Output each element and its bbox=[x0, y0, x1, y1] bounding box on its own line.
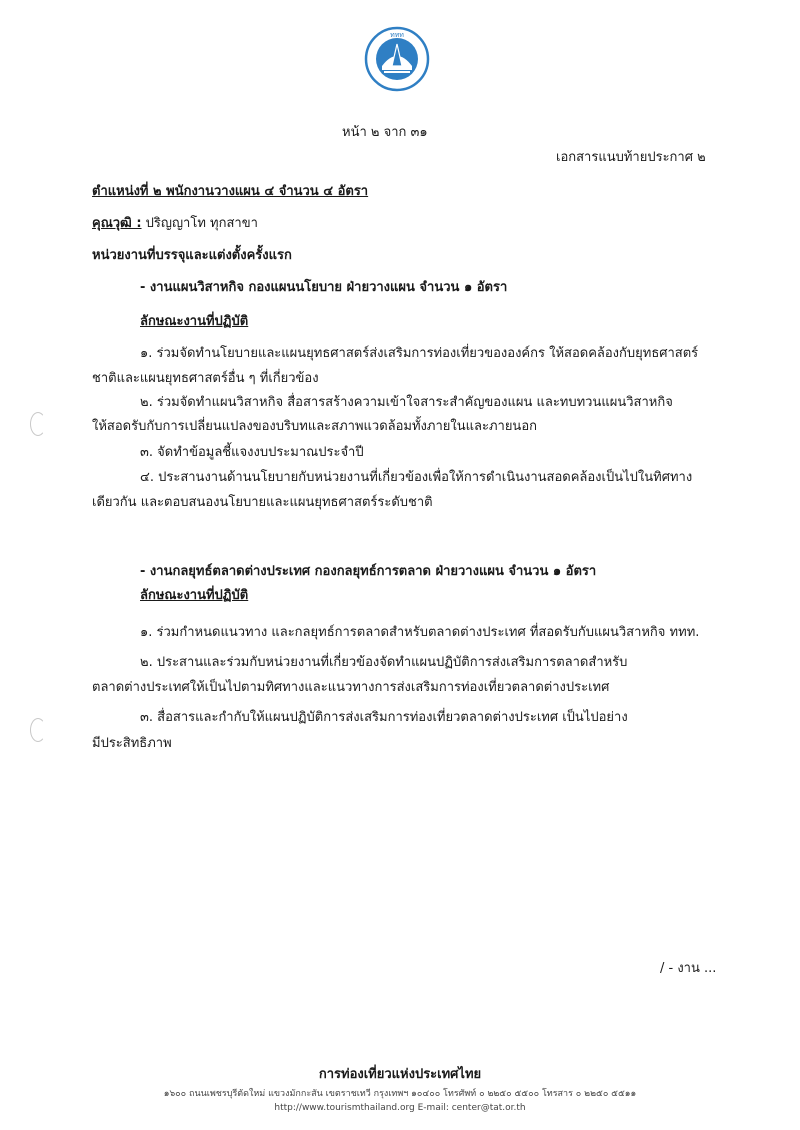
unit-heading: หน่วยงานที่บรรจุและแต่งตั้งครั้งแรก bbox=[92, 248, 292, 263]
section-1-line-2: ชาติและแผนยุทธศาสตร์อื่น ๆ ที่เกี่ยวข้อง bbox=[92, 371, 319, 386]
punch-hole-mark bbox=[30, 718, 46, 742]
footer-org-name: การท่องเที่ยวแห่งประเทศไทย bbox=[318, 1067, 482, 1082]
position-title-text: ตำแหน่งที่ ๒ พนักงานวางแผน ๔ จำนวน ๔ อัตรา bbox=[92, 184, 369, 199]
section-2-line-2: ๒. ประสานและร่วมกับหน่วยงานที่เกี่ยวข้องจัดทำแผนปฏิบัติการส่งเสริมการตลาดสำหรับ bbox=[140, 655, 628, 670]
page-number: หน้า ๒ จาก ๓๑ bbox=[342, 125, 428, 140]
section-1-duties-heading: ลักษณะงานที่ปฏิบัติ bbox=[140, 314, 249, 329]
section-1-line-7: เดียวกัน และตอบสนองนโยบายและแผนยุทธศาสตร์ระดับชาติ bbox=[92, 495, 433, 510]
section-1-line-3: ๒. ร่วมจัดทำแผนวิสาหกิจ สื่อสารสร้างความเข้าใจสาระสำคัญของแผน และทบทวนแผนวิสาหกิจ bbox=[140, 395, 673, 410]
svg-text:ททท: ททท bbox=[390, 31, 404, 39]
position-title bbox=[92, 183, 368, 201]
section-2-line-4: ๓. สื่อสารและกำกับให้แผนปฏิบัติการส่งเสริมการท่องเที่ยวตลาดต่างประเทศ เป็นไปอย่าง bbox=[140, 710, 628, 725]
attachment-label: เอกสารแนบท้ายประกาศ ๒ bbox=[556, 150, 706, 165]
section-2-unit: - งานกลยุทธ์ตลาดต่างประเทศ กองกลยุทธ์การตลาด ฝ่ายวางแผน จำนวน ๑ อัตรา bbox=[140, 564, 597, 579]
footer-web: http://www.tourismthailand.org E-mail: center@tat.or.th bbox=[274, 1103, 526, 1113]
section-1-line-5: ๓. จัดทำข้อมูลชี้แจงงบประมาณประจำปี bbox=[140, 445, 364, 460]
section-1-line-4: ให้สอดรับกับการเปลี่ยนแปลงของบริบทและสภาพแวดล้อมทั้งภายในและภายนอก bbox=[92, 419, 538, 434]
section-1-unit: - งานแผนวิสาหกิจ กองแผนนโยบาย ฝ่ายวางแผน จำนวน ๑ อัตรา bbox=[140, 280, 508, 295]
section-1-line-1: ๑. ร่วมจัดทำนโยบายและแผนยุทธศาสตร์ส่งเสริมการท่องเที่ยวขององค์กร ให้สอดคล้องกับยุทธศาสตร์ bbox=[140, 346, 699, 361]
qualification-label: คุณวุฒิ : bbox=[92, 216, 142, 231]
section-2-duties-heading: ลักษณะงานที่ปฏิบัติ bbox=[140, 588, 249, 603]
section-2-line-1: ๑. ร่วมกำหนดแนวทาง และกลยุทธ์การตลาดสำหรับตลาดต่างประเทศ ที่สอดรับกับแผนวิสาหกิจ ททท. bbox=[140, 625, 700, 640]
punch-hole-mark bbox=[30, 412, 46, 436]
section-1-line-6: ๔. ประสานงานด้านนโยบายกับหน่วยงานที่เกี่ยวข้องเพื่อให้การดำเนินงานสอดคล้องเป็นไปในทิศทาง bbox=[140, 470, 693, 485]
footer-address: ๑๖๐๐ ถนนเพชรบุรีตัดใหม่ แขวงมักกะสัน เขตราชเทวี กรุงเทพฯ ๑๐๔๐๐ โทรศัพท์ ๐ ๒๒๕๐ ๕๕๐๐ โทรสาร ๐ ๒๒๕๐ ๕๕๑๑ bbox=[163, 1089, 637, 1099]
section-2-line-3: ตลาดต่างประเทศให้เป็นไปตามทิศทางและแนวทางการส่งเสริมการท่องเที่ยวตลาดต่างประเทศ bbox=[92, 680, 610, 695]
section-2-line-5: มีประสิทธิภาพ bbox=[92, 736, 172, 751]
qualification bbox=[92, 215, 258, 233]
qualification-value: ปริญญาโท ทุกสาขา bbox=[145, 216, 258, 231]
continuation-marker: / - งาน ... bbox=[660, 961, 717, 976]
tat-logo bbox=[362, 26, 432, 92]
